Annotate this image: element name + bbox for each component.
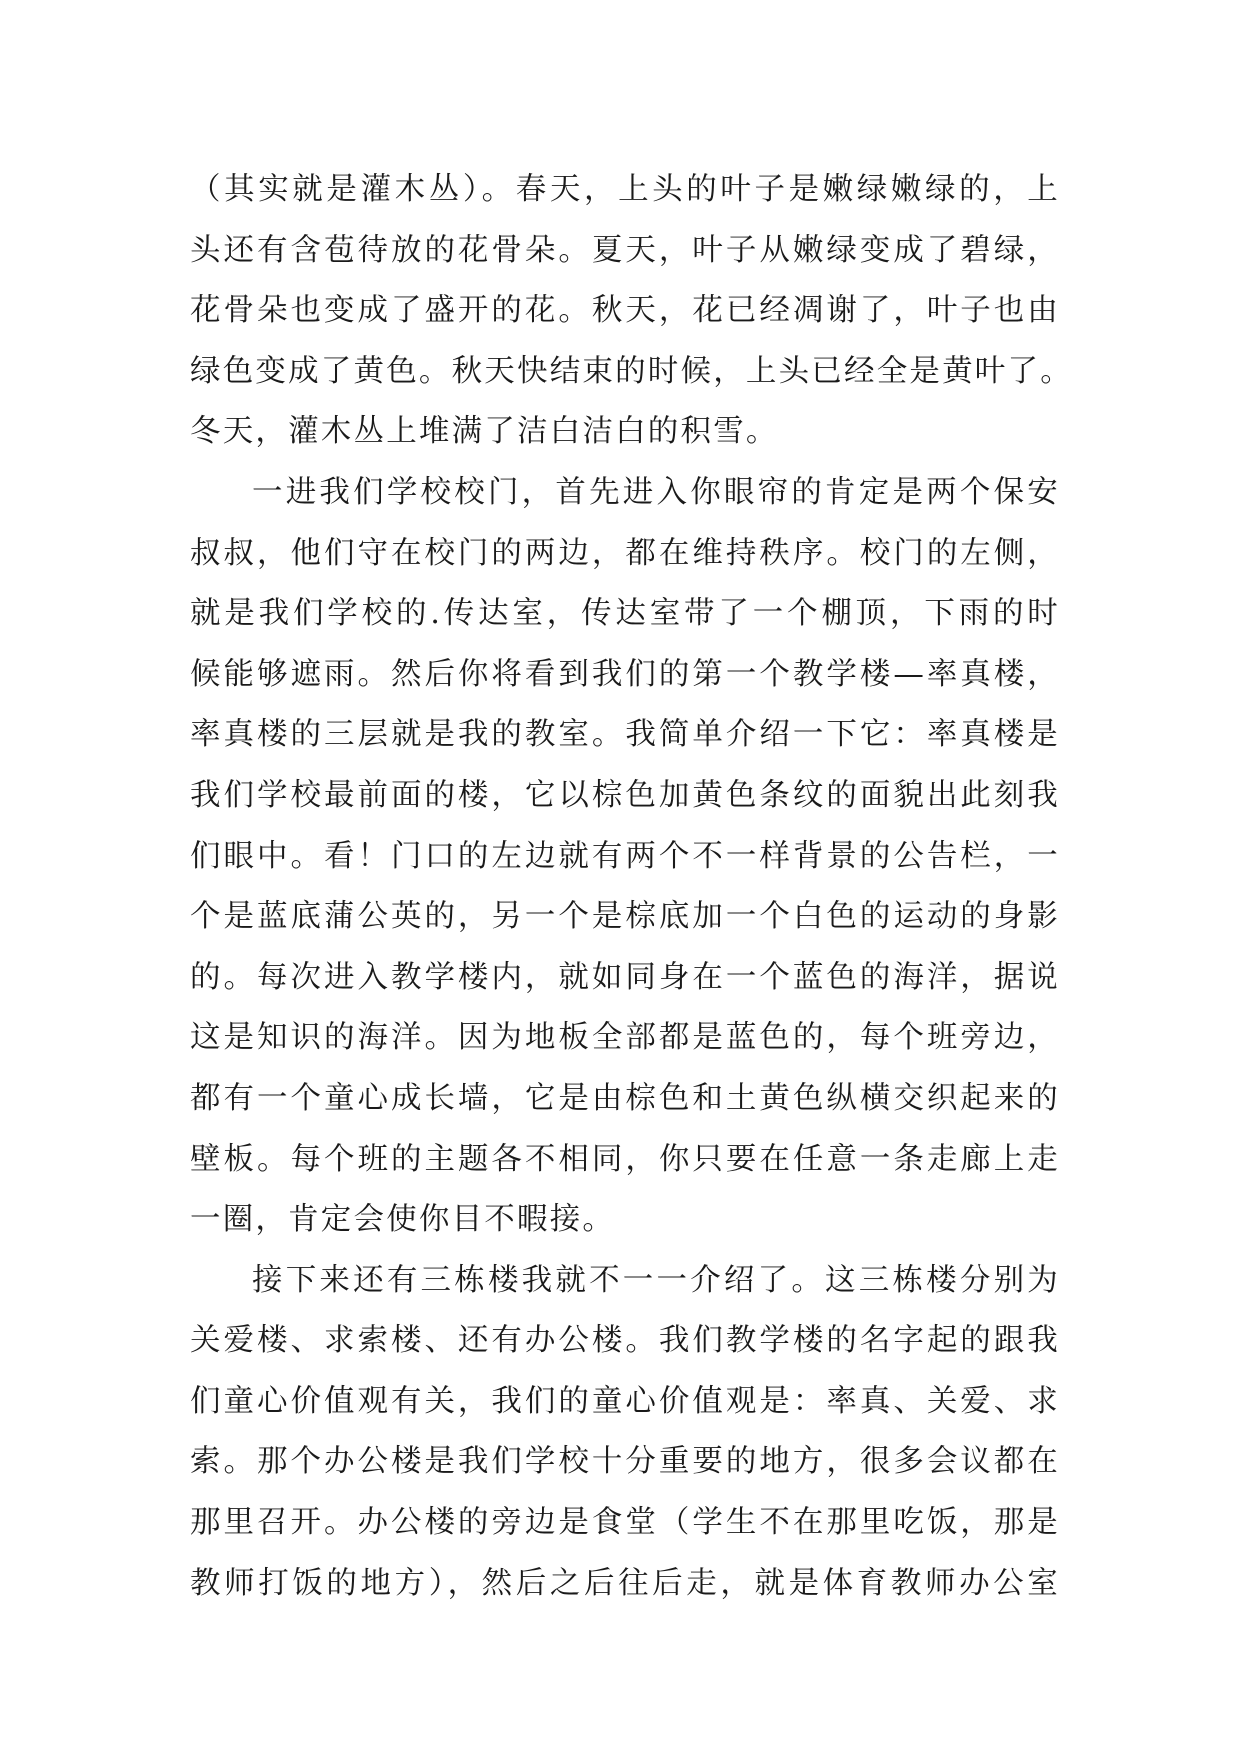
paragraph-2-line-4: 候能够遮雨。然后你将看到我们的第一个教学楼—率真楼，: [190, 656, 1060, 692]
paragraph-2-line-8: 个是蓝底蒲公英的，另一个是棕底加一个白色的运动的身影: [190, 899, 1060, 935]
paragraph-2-line-2: 叔叔，他们守在校门的两边，都在维持秩序。校门的左侧，: [190, 535, 1060, 571]
paragraph-3-line-2: 关爱楼、求索楼、还有办公楼。我们教学楼的名字起的跟我: [190, 1323, 1060, 1359]
paragraph-2-line-6: 我们学校最前面的楼，它以棕色加黄色条纹的面貌出此刻我: [190, 777, 1060, 813]
paragraph-2-line-10: 这是知识的海洋。因为地板全部都是蓝色的，每个班旁边，: [190, 1020, 1060, 1056]
paragraph-2-line-3: 就是我们学校的.传达室，传达室带了一个棚顶，下雨的时: [190, 596, 1060, 632]
paragraph-3-line-3: 们童心价值观有关，我们的童心价值观是：率真、关爱、求: [190, 1383, 1060, 1419]
paragraph-2-line-1: 一进我们学校校门，首先进入你眼帘的肯定是两个保安: [252, 474, 1060, 510]
paragraph-1-line-5: 冬天，灌木丛上堆满了洁白洁白的积雪。: [190, 414, 779, 450]
paragraph-1-line-2: 头还有含苞待放的花骨朵。夏天，叶子从嫩绿变成了碧绿，: [190, 232, 1060, 268]
paragraph-2-line-7: 们眼中。看！门口的左边就有两个不一样背景的公告栏，一: [190, 838, 1060, 874]
paragraph-1-line-3: 花骨朵也变成了盛开的花。秋天，花已经凋谢了，叶子也由: [190, 293, 1060, 329]
paragraph-3-line-5: 那里召开。办公楼的旁边是食堂（学生不在那里吃饭，那是: [190, 1505, 1060, 1541]
paragraph-2-line-5: 率真楼的三层就是我的教室。我简单介绍一下它：率真楼是: [190, 717, 1060, 753]
paragraph-3-line-4: 索。那个办公楼是我们学校十分重要的地方，很多会议都在: [190, 1444, 1060, 1480]
paragraph-2-line-11: 都有一个童心成长墙，它是由棕色和土黄色纵横交织起来的: [190, 1080, 1060, 1116]
paragraph-2-line-9: 的。每次进入教学楼内，就如同身在一个蓝色的海洋，据说: [190, 959, 1060, 995]
paragraph-2-line-13: 一圈，肯定会使你目不暇接。: [190, 1202, 616, 1238]
paragraph-1-line-1: （其实就是灌木丛）。春天，上头的叶子是嫩绿嫩绿的，上: [190, 172, 1060, 207]
paragraph-2-line-12: 壁板。每个班的主题各不相同，你只要在任意一条走廊上走: [190, 1141, 1060, 1177]
paragraph-3-line-6: 教师打饭的地方），然后之后往后走，就是体育教师办公室: [190, 1565, 1060, 1601]
paragraph-1-line-4: 绿色变成了黄色。秋天快结束的时候，上头已经全是黄叶了。: [190, 353, 1073, 389]
paragraph-3-line-1: 接下来还有三栋楼我就不一一介绍了。这三栋楼分别为: [252, 1262, 1060, 1298]
document-body: [190, 160, 1073, 1614]
